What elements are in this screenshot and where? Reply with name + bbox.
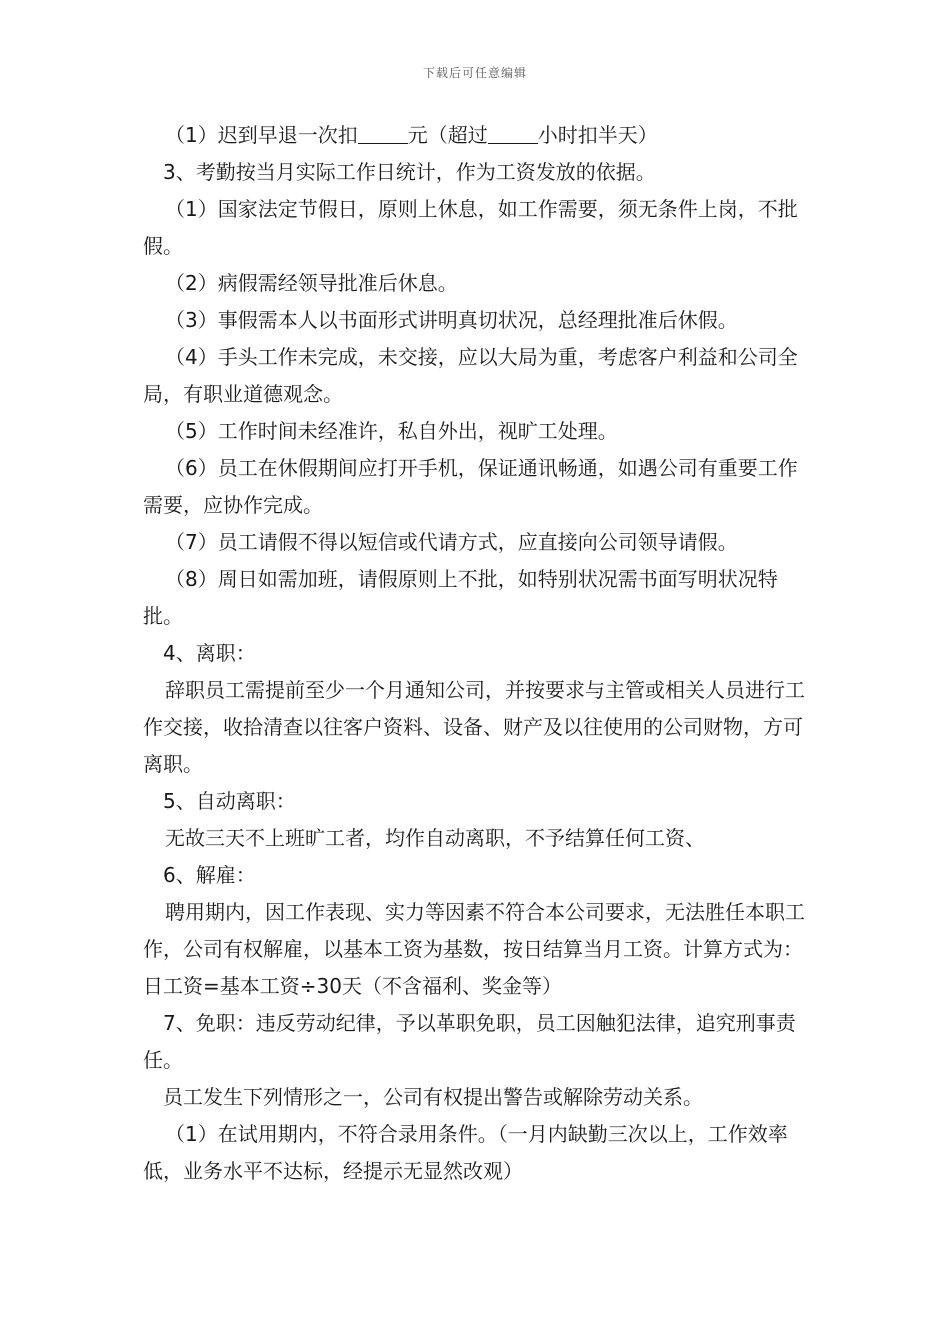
paragraph-unauthorized-absence: （5）工作时间未经准许，私自外出，视旷工处理。 [165,419,618,443]
paragraph-sunday-overtime: （8）周日如需加班，请假原则上不批，如特别状况需书面写明状况特批。 [143,567,778,628]
fill-in-blank [358,123,408,144]
document-body [143,117,813,1190]
paragraph-attendance-heading: 3、考勤按当月实际工作日统计，作为工资发放的依据。 [163,160,656,184]
paragraph-sick-leave: （2）病假需经领导批准后休息。 [165,271,458,295]
heading-automatic-resignation: 5、自动离职： [163,789,296,813]
paragraph-warning-conditions: 员工发生下列情形之一，公司有权提出警告或解除劳动关系。 [163,1085,703,1109]
paragraph-unfinished-work: （4）手头工作未完成，未交接，应以大局为重，考虑客户利益和公司全局，有职业道德观念。 [143,345,798,406]
paragraph-probation: （1）在试用期内，不符合录用条件。（一月内缺勤三次以上，工作效率低，业务水平不达标，经提示无显然改观） [143,1122,788,1183]
paragraph-automatic-resignation: 无故三天不上班旷工者，均作自动离职，不予结算任何工资、 [165,826,705,850]
text-segment: 元（超过 [407,123,488,147]
heading-dismissal: 6、解雇： [163,863,256,887]
paragraph-holidays: （1）国家法定节假日，原则上休息，如工作需要，须无条件上岗，不批假。 [143,197,798,258]
paragraph-resignation: 辞职员工需提前至少一个月通知公司，并按要求与主管或相关人员进行工作交接，收拾清查以往客户资料、设备、财产及以往使用的公司财物，方可离职。 [143,678,805,776]
paragraph-late-deduction [143,117,813,154]
paragraph-personal-leave: （3）事假需本人以书面形式讲明真切状况，总经理批准后休假。 [165,308,738,332]
page-header: 下载后可任意编辑 [422,66,527,80]
heading-resignation: 4、离职： [163,641,256,665]
paragraph-removal: 7、免职：违反劳动纪律，予以革职免职，员工因触犯法律，追究刑事责任。 [143,1011,796,1072]
paragraph-dismissal: 聘用期内，因工作表现、实力等因素不符合本公司要求，无法胜任本职工作，公司有权解雇，以基本工资为基数，按日结算当月工资。计算方式为：日工资=基本工资÷30天（不含福利、奖金等） [143,900,805,998]
text-segment: （1）迟到早退一次扣 [165,123,358,147]
paragraph-phone-on-leave: （6）员工在休假期间应打开手机，保证通讯畅通，如遇公司有重要工作需要，应协作完成。 [143,456,798,517]
text-segment: 小时扣半天） [537,123,658,147]
fill-in-blank [488,123,538,144]
paragraph-leave-request: （7）员工请假不得以短信或代请方式，应直接向公司领导请假。 [165,530,738,554]
